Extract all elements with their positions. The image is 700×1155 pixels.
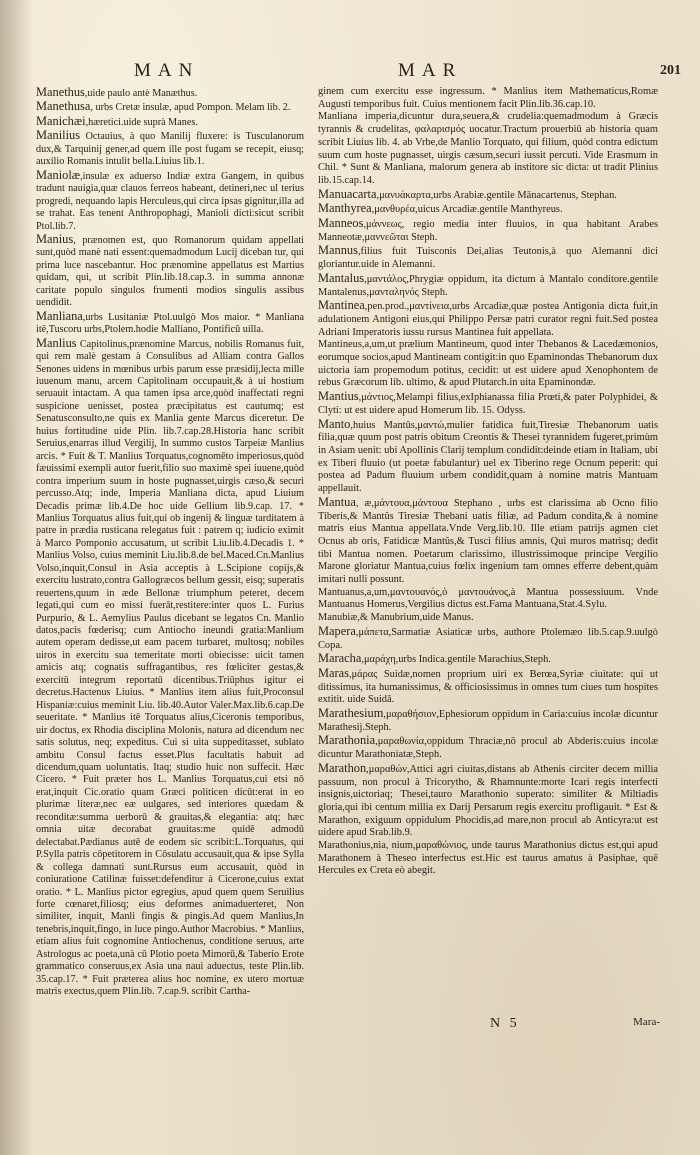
entry-headword: Manilius xyxy=(36,128,81,143)
dictionary-entry xyxy=(318,418,658,496)
entry-headword: Mantalus xyxy=(318,270,365,285)
entry-headword: Maracha xyxy=(318,651,362,666)
entry-text: ,hæretici.uide suprà Manes. xyxy=(85,116,198,128)
entry-text: ,huius Mantûs,μαντώ,mulier fatidica fuit,Tiresiæ Thebanorum uatis filia,quæ quum post patris obitum Creontis & Thesei tyrannidem fugeret,primùm in Asiam uenit: ubi Apollinis Clarij templum condidit:deinde etiam in Italiam, ubi ex Tiberi fluuio (ut poetæ fabulantur) uel ex Tiberino rege Ocnum peperit: qui postea ad Padum fluuium urbem condidit,quam à nomine matris Mantuam appellauit. xyxy=(318,419,658,495)
entry-text: , prænomen est, quo Romanorum quidam appellati sunt,quòd manè nati essent:quemadmodum Lucij diceban tur, qui prima luce nascebantur. Hoc prænomine appellatus est Martius quidam, qui, ut scribit Plin.lib.18.cap.3. in summa annonæ caritate populo singulos frumenti modios singulis assibus uendidit. xyxy=(36,234,304,309)
entry-headword: Maniolæ xyxy=(36,167,81,182)
entry-headword: Manneos xyxy=(318,216,364,231)
dictionary-entry xyxy=(318,244,658,271)
entry-text: ,pen.prod.,μαντίνεια,urbs Arcadiæ,quæ postea Antigonia dicta fuit,in adulationem Antigoni eius,qui Philippo Persæ patri curator regni fuit.Sed postea Adriani Imperatoris iussu rursus Mantinea fuit appellata. xyxy=(318,301,658,338)
entry-text: ,μαραθών,Attici agri ciuitas,distans ab Athenis circiter decem millia passuum, non procul à Tricorytho, & Rhamnunte:morte Icari regis interfecti insignis,uictoriaq; Thesei,tauro Marathonio superato: similiter & Miltiadis gloria,qui ibi centum millia ex Darij Persarum regis exercitu profligauit. * Est & Marathon, exiguum oppidulum Phocidis,ad mare,non procul ab Anticyra:ut est uidere apud Srab.lib.9. xyxy=(318,763,658,839)
entry-text: ,μάντιος,Melampi filius,exIphianassa filia Prœti,& pater Polyphidei, & Clyti: ut est uidere apud Homerum lib. 15. Odyss. xyxy=(318,392,658,416)
running-head-left: MAN xyxy=(134,60,200,81)
dictionary-entry xyxy=(318,587,658,612)
dictionary-entry xyxy=(36,337,304,999)
entry-text: ,μάπετα,Sarmatiæ Asiaticæ urbs, authore Ptolemæo lib.5.cap.9.uulgò Copa. xyxy=(318,626,658,651)
gutter-shadow xyxy=(0,0,34,1155)
running-header xyxy=(0,60,700,84)
dictionary-entry xyxy=(318,840,658,878)
dictionary-entry xyxy=(318,217,658,244)
entry-text: Capitolinus,prænomine Marcus, nobilis Romanus fuit, qui rem malè gestam à Consulibus ad Alliam contra Gallos Senones uidens in mœnibus urbis parum esse præsidij,lecta mille iuuenum manu, arcem Capitolinam occupauit,& à ui hostium seruauit intactam. A qua tamen ipsa arce,quòd inaffectati regni suspicione uenisset, postea præcipitatus est cautumq; est Senatusconsulto,ne quis ex Manlia gente Marcus diceretur. De huius fortitudine uide Plin. lib.7.cap.28.Historia hanc scribit Seruius,enarras illud Vergilij, In summo custos Tarpeiæ Manlius arcis. * Fuit & T. Manlius Torquatus,cognomēto imperiosus,quòd fæuissimi exempli autor fuerit,filio suo maximè spei iuuene,quòd contra imperium suum in hoste pugnasset,uirgis cæso,& securi percusso.Atq; inde, Imperia Manliana dicta, apud Liuium Decadis primæ lib.4.De hoc uide Gellium lib.9.cap. 17. * Manlius Torquatus alius fuit,qui ob ingenij & linguæ tarditatem à patre in prædia rusticana relegatus fuit : patrem q; iudicio eximit à Marco Pomponio accusatum, ut scribit Liu.lib.4.Decadis 1. * Manlius Volso, cuius meminit Liu.lib.8.de bel.Maced.Cn.Manlius Volso,inquit,Consul in Asia acceptis à L.Scipione copijs,& exercitu lustrato,contra Gallogræcos bellum gessit, eisq; superatis reuertens,quum in æde Bellonæ triumphum peteret, decem legati,qui cum eo missi fuerāt,restitere:inter quos L. Furius Purpurio, & L. Aemylius Paulus dicebant se legatos Cn. Manlio datos,pacis fœderisq; cum Antiocho ineundi gratia:Manlium autem operam dedisse,ut eam pacem turbaret, multosq; nobiles uiros in exercitu sua temeritate morti obiecisse: uicit tamen amicis atq; cognatis suffragantibus, res fœliciter gestas,& exercitū integrum reportatū dicentibus.Triūphus igitur ei decretus.Hactenus Liuius. * Manlius item alius fuit,Proconsul Hispaniæ:cuius meminit Liu. lib.40.Autor Valer.Max.lib.6.cap.De seueritate. * Manlius itē Torquatus alius,Ciceronis temporibus, uir doctus, ex Rhodia disciplina Molonis, natura ad dicendum nec satis solutus, neq; expeditus. Cui si uita suppeditasset, sublato ambitu Consul factus esset.Plus facultatis habuit ad dicendum,quam uoluntatis. Itaq; studio huic non suffecit. Hæc Cicero. * Fuit præter hos L. Manlius Torquatus,cui etsi nō erat,inquit Cic.oratio quam Græci politicen dicūt:erat in eo plurimæ literæ,nec eæ uulgares, sed interiores quædam & reconditæ:summa uerborū & grauitas,& elegantia: atq; hæc omnia uitæ decorabat grauitas:me quidē admodū delectabat.Pædianus autē de eodem sic scribit:L.Torquatus, qui P.Sylla patris cōpetitorem in Cōsulatu accusauit,qua & ipse Sylla & collega damnati sunt.Rursus eum accusauit, quòd in coniuratione Catilinæ fuisset:defenditur à Cicerone,cuius extat oratio. * L. Manlius pictor egregius, apud quem quem Seruilius forte cœnaret,filiosq; eius deformes animaduerteret, Non similiter, inquit, Manli fingis & pingis.Ad quem Manlius,In tenebris,inquit,fingo, in luce pingo.Author Macrobius. * Manlius, etiam alius fuit cognomine Antiochenus, conditione seruus, arte Astrologus ac poeta,unà cū Plotio poeta Mimorū,& Taberio Erote grammatico conseruus,ex Asia una naui aduectus, teste Plin.lib. 35.cap.17. * Fuit præterea alius hoc nomine, ex utero mortuæ matris exectus,quem Plin.lib. 7.cap.9. scribit Cartha- xyxy=(36,338,304,998)
entry-text: ,μαραθωνία,oppidum Thraciæ,nō procul ab Abderis:cuius incolæ dicuntur Marathoniatæ,Steph. xyxy=(318,736,658,761)
entry-headword: Mapera xyxy=(318,623,356,638)
page-footer xyxy=(490,1016,660,1032)
entry-text: Mantuanus,a,um,μαντουανός,ὁ μαντουάνος,à Mantua possessiuum. Vnde Mantuanus Homerus,Vergilius dictus est.Fama Mantuana,Stat.4.Sylu. xyxy=(318,586,658,611)
dictionary-entry xyxy=(36,129,304,168)
dictionary-entry xyxy=(318,762,658,840)
entry-headword: Manethusa xyxy=(36,99,91,114)
dictionary-entry xyxy=(318,652,658,667)
entry-text: Octauius, à quo Manilij fluxere: is Tusculanorum dux,& Tarquinij gener,ad quem ille post fugam se recepit, eiusq; auxilio Romanis intulit bella.Liuius lib.1. xyxy=(36,131,304,168)
entry-headword: Marathesium xyxy=(318,706,384,721)
dictionary-entry xyxy=(318,734,658,761)
entry-headword: Mantius xyxy=(318,389,359,404)
entry-headword: Mannus xyxy=(318,243,358,258)
entry-text: ,urbs Lusitaniæ Ptol.uulgò Mos maior. * Manliana itē,Tuscoru urbs,Ptolem.hodie Malliano, Pontificū uilla. xyxy=(36,311,304,336)
dictionary-entry xyxy=(36,115,304,129)
right-column xyxy=(318,86,658,878)
dictionary-entry xyxy=(318,612,658,625)
dictionary-entry xyxy=(318,707,658,734)
entry-text: Mantineus,a,um,ut prælium Mantineum, quod inter Thebanos & Lacedæmonios, eorumque socios,apud Mantineam contigit:in quo Epaminondas Thebanorum dux uictoria iam propemodum potitus, cecidit: ut est uidere apud Xenophontem de rebus Græcorum lib. ultimo, & apud Plutarch.in uita Epaminondæ. xyxy=(318,339,658,389)
dictionary-entry xyxy=(318,86,658,111)
catchword: Mara- xyxy=(633,1016,660,1028)
entry-text: ,filius fuit Tuisconis Dei,alias Teutonis,à quo Alemanni dici gloriantur.uide in Alemanni. xyxy=(318,246,658,271)
entry-headword: Manliana xyxy=(36,308,83,323)
signature-mark: N 5 xyxy=(490,1016,520,1031)
entry-text: , urbs Cretæ insulæ, apud Pompon. Melam lib. 2. xyxy=(90,102,291,114)
dictionary-entry xyxy=(36,310,304,337)
entry-text: ,μανυάκαρτα,urbs Arabiæ.gentile Mānacartenus, Stephan. xyxy=(376,189,617,201)
dictionary-entry xyxy=(318,272,658,299)
dictionary-entry xyxy=(36,86,304,100)
entry-text: Manliana imperia,dicuntur dura,seuera,& crudelia:quemadmodum à Græcis tyrannis & crudelitas, φαλαρισμός uocatur.Tractum prouerbiū ab historia quam scribit Liuius lib. 4. ab Vrbe,de Manlio Torquato, qui filium, quòd contra edictum suum cum hoste pugnasset, uirgis cæsum,securi iussit percuti. Vide Erasmum in Chil. * Sunt & Manliana, malorum genera ab institore sic dicta: ut tradit Plinius lib.15.cap.14. xyxy=(318,111,658,186)
dictionary-entry xyxy=(318,667,658,707)
dictionary-entry xyxy=(318,188,658,203)
entry-text: , æ,μάντουα,μάντουα Stephano , urbs est clarissima ab Ocno filio Tiberis,& Mantûs Tiresiæ Thebani uatis filiæ, ad Padum condita,& à nomine matris eius Mantua appellata.Vnde Verg.lib.10. Ille etiam patrijs agmen ciet Ocnus ab oris, Fatidicæ Mantûs,& Tusci filius amnis, Qui muros matrisq; dedit tibi Mantua nomen. Poetarum clarissimo, illustrissimoque principe Vergilio Marone gloriatur Mantua,cuius fœlix ingenium tam omnes efferre debent,quàm imitari nulli possunt. xyxy=(318,497,658,586)
dictionary-entry xyxy=(318,390,658,417)
entry-headword: Manuacarta xyxy=(318,186,377,201)
entry-text: ,uide paulo antè Manæthus. xyxy=(84,88,198,99)
page-number: 201 xyxy=(660,63,681,78)
running-head-right: MAR xyxy=(398,60,463,81)
entry-text: ,μάννεως, regio media inter fluuios, in qua habitant Arabes Manneotæ,μαννεῶται Steph. xyxy=(318,219,658,243)
dictionary-entry xyxy=(36,169,304,233)
entry-headword: Manethus xyxy=(36,85,85,99)
dictionary-entry xyxy=(36,233,304,310)
entry-headword: Manlius xyxy=(36,335,77,350)
entry-headword: Marathonia xyxy=(318,733,376,748)
entry-text: ,μάρας Suidæ,nomen proprium uiri ex Berœa,Syriæ ciuitate: qui ut ditissimus, ita humanissimus, & officiosissimus in omnes tum ciues tum hospites extitit. uide Suidā. xyxy=(318,668,658,706)
entry-text: ,μανθυρέα,uicus Arcadiæ.gentile Manthyreus. xyxy=(371,204,563,216)
entry-headword: Manthyrea xyxy=(318,201,372,216)
entry-text: ,μαντάλος,Phrygiæ oppidum, ita dictum à Mantalo conditore.gentile Mantalenus,μανταληνός Steph. xyxy=(318,273,658,298)
entry-headword: Mantua xyxy=(318,494,356,509)
entry-text: ,insulæ ex aduerso Indiæ extra Gangem, in quibus tradunt nauigia,quæ clauos ferreos habeant, detineri,nec ul terius progredi, nequando lapis Herculeus,qui circa ipsas gignitur,illa ad se trahat. Eas tenent Anthropophagi, Manioli dicti:sicut scribit Ptol.lib.7. xyxy=(36,170,304,232)
entry-text: Manubiæ,& Manubrium,uide Manus. xyxy=(318,612,474,624)
dictionary-entry xyxy=(318,299,658,339)
entry-headword: Manius xyxy=(36,231,74,246)
entry-headword: Maras xyxy=(318,665,349,680)
dictionary-entry xyxy=(36,100,304,114)
entry-headword: Marathon xyxy=(318,760,367,775)
dictionary-entry xyxy=(318,496,658,587)
dictionary-entry xyxy=(318,202,658,217)
entry-headword: Mantinea xyxy=(318,298,365,313)
entry-text: ginem cum exercitu esse ingressum. * Manlius item Mathematicus,Romæ Augusti temporibus fuit. Cuius mentionem facit Plin.lib.36.cap.10. xyxy=(318,86,658,110)
entry-text: ,μαραθήσιον,Ephesiorum oppidum in Caria:cuius incolæ dicuntur Marathesij.Steph. xyxy=(318,709,658,733)
dictionary-entry xyxy=(318,625,658,652)
dictionary-entry xyxy=(318,111,658,187)
dictionary-entry xyxy=(318,339,658,390)
entry-headword: Manto xyxy=(318,416,351,431)
entry-text: Marathonius,nia, nium,μαραθώνιος, unde taurus Marathonius dictus est,qui apud Marathonem à Theseo interfectus est.Hic est taurus amatus à Pasiphae, quē Hercules ex Creta eò abegit. xyxy=(318,840,658,877)
left-column xyxy=(36,86,304,999)
entry-text: ,μαράχη,urbs Indica.gentile Marachius,Steph. xyxy=(361,654,551,666)
entry-headword: Manichæi xyxy=(36,113,86,128)
